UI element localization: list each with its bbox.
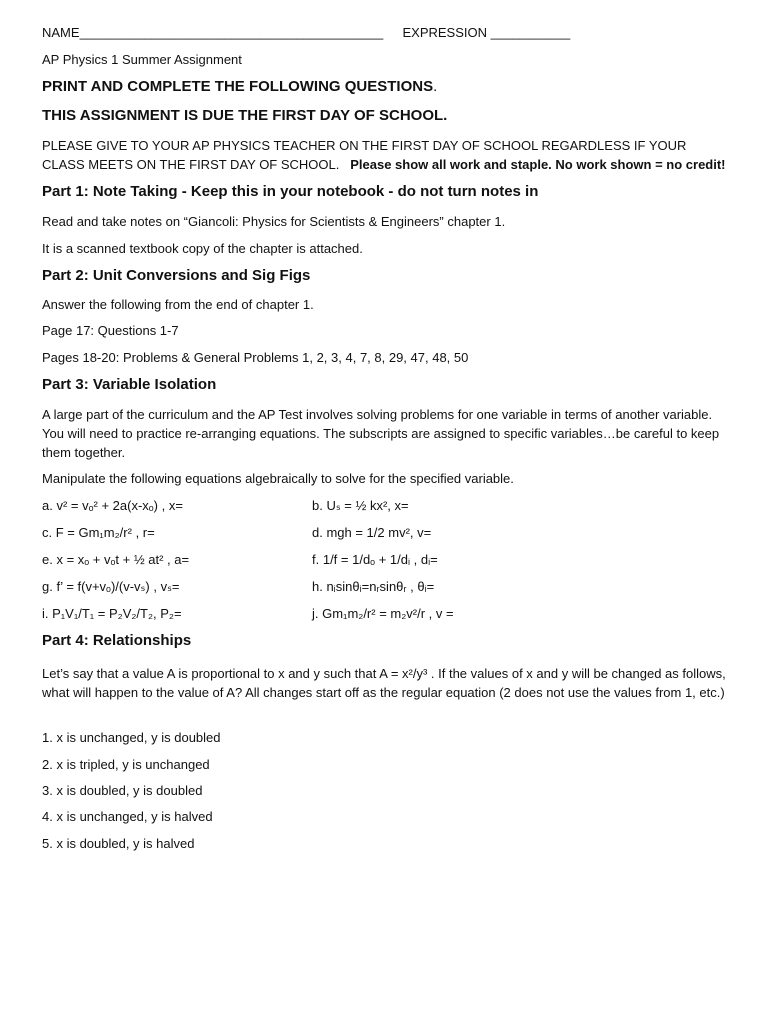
notice-paragraph [42, 136, 732, 174]
name-blank: __________________________________________ [79, 25, 384, 40]
instruction-due: THIS ASSIGNMENT IS DUE THE FIRST DAY OF SCHOOL. [42, 107, 448, 124]
list-item: 4. x is unchanged, y is halved [42, 809, 213, 824]
header-row [42, 25, 570, 41]
part1-heading: Part 1: Note Taking - Keep this in your notebook - do not turn notes in [42, 183, 539, 200]
equation-e: e. x = xₒ + vₒt + ½ at² , a= [42, 552, 190, 567]
part3-paragraph: A large part of the curriculum and the AP Test involves solving problems for one variable in terms of another variable. You will need to practice re-arranging equations. The subscripts are assigned to specific variables…be careful to keep them together. [42, 407, 720, 460]
instruction-print [42, 79, 437, 95]
equation-i: i. P₁V₁/T₁ = P₂V₂/T₂, P₂= [42, 606, 182, 621]
part3-heading: Part 3: Variable Isolation [42, 376, 217, 393]
instruction-print-period: . [433, 78, 438, 95]
list-item: 1. x is unchanged, y is doubled [42, 730, 221, 745]
list-item: 2. x is tripled, y is unchanged [42, 757, 210, 772]
part4-heading: Part 4: Relationships [42, 632, 192, 649]
instruction-print-text: PRINT AND COMPLETE THE FOLLOWING QUESTIONS [42, 78, 434, 95]
equation-g: g. f’ = f(v+vₒ)/(v-vₛ) , vₛ= [42, 579, 180, 594]
equation-j: j. Gm₁m₂/r² = m₂v²/r , v = [312, 606, 454, 621]
equation-f: f. 1/f = 1/dₒ + 1/dᵢ , dᵢ= [312, 552, 438, 567]
equation-d: d. mgh = 1/2 mv², v= [312, 525, 432, 540]
part2-line3: Pages 18-20: Problems & General Problems 1, 2, 3, 4, 7, 8, 29, 47, 48, 50 [42, 350, 469, 365]
part2-heading: Part 2: Unit Conversions and Sig Figs [42, 267, 311, 284]
part2-line2: Page 17: Questions 1-7 [42, 323, 179, 338]
part3-intro: Manipulate the following equations algebraically to solve for the specified variable. [42, 471, 514, 486]
notice-plain: PLEASE GIVE TO YOUR AP PHYSICS TEACHER ON THE FIRST DAY OF SCHOOL REGARDLESS IF YOUR CLASS MEETS ON THE FIRST DAY OF SCHOOL. [42, 138, 687, 172]
notice-bold: Please show all work and staple. No work shown = no credit! [350, 157, 726, 172]
list-item: 5. x is doubled, y is halved [42, 836, 195, 851]
expression-label: EXPRESSION [402, 25, 488, 40]
course-title: AP Physics 1 Summer Assignment [42, 52, 242, 67]
equation-c: c. F = Gm₁m₂/r² , r= [42, 525, 155, 540]
equation-b: b. Uₛ = ½ kx², x= [312, 498, 409, 513]
list-item: 3. x is doubled, y is doubled [42, 783, 203, 798]
expression-blank: ___________ [490, 25, 571, 40]
part1-line2: It is a scanned textbook copy of the chapter is attached. [42, 241, 363, 256]
equation-h: h. nᵢsinθᵢ=nᵣsinθᵣ , θᵢ= [312, 579, 435, 594]
equation-a: a. v² = vₒ² + 2a(x-xₒ) , x= [42, 498, 183, 513]
name-label: NAME [42, 25, 80, 40]
part4-paragraph: Let’s say that a value A is proportional to x and y such that A = x²/y³ . If the values of x and y will be changed as follows, what will happen to the value of A? All changes start off as the regular equation (2 does not use the values from 1, etc.) [42, 666, 726, 700]
part1-line1: Read and take notes on “Giancoli: Physics for Scientists & Engineers” chapter 1. [42, 214, 506, 229]
part2-line1: Answer the following from the end of chapter 1. [42, 297, 314, 312]
